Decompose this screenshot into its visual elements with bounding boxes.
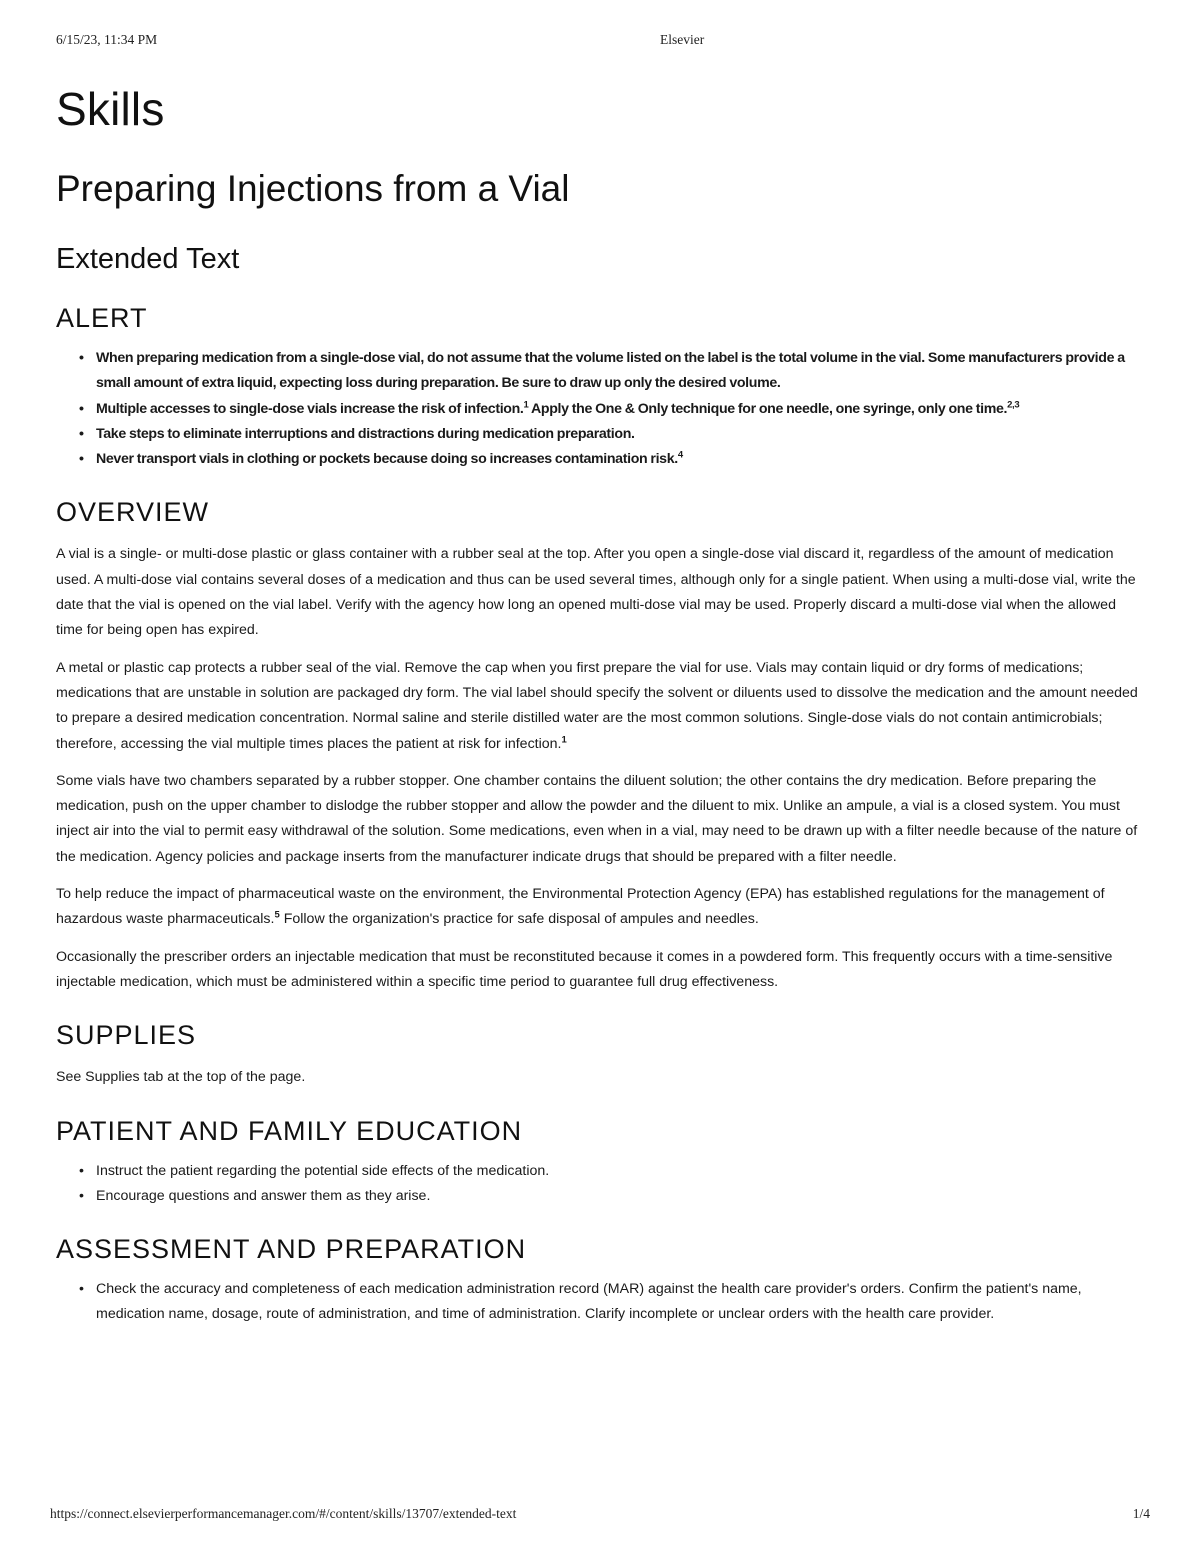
page-heading: Skills [56, 83, 165, 135]
alert-section [56, 300, 1146, 472]
supplies-heading: SUPPLIES [56, 1020, 197, 1051]
alert-item [56, 422, 1146, 447]
assessment-item: • Check the accuracy and completeness of each medication administration record (MAR) against the health care provider's orders. Confirm the patient's name, medication name, dosage, route of administration, and time of administration. Clarify incomplete or unclear orders with the health care provider. [56, 1277, 1146, 1328]
overview-heading: OVERVIEW [56, 497, 210, 528]
citation-superscript: 2,3 [1007, 398, 1020, 410]
education-item: • Instruct the patient regarding the potential side effects of the medication. [56, 1159, 1146, 1184]
paragraph-text: Follow the organization's practice for safe disposal of ampules and needles. [279, 911, 759, 928]
alert-item [56, 346, 1146, 397]
alert-item-text: Apply the One & Only technique for one needle, one syringe, only one time. [528, 400, 1008, 417]
overview-paragraph [56, 656, 1146, 757]
overview-paragraph [56, 769, 1146, 870]
print-footer [50, 1506, 1150, 1524]
overview-paragraph [56, 882, 1146, 933]
alert-item-text: Multiple accesses to single-dose vials increase the risk of infection. [96, 400, 524, 417]
document-content [56, 80, 1146, 1328]
alert-list [56, 346, 1146, 472]
page-title: Preparing Injections from a Vial [56, 168, 570, 209]
education-heading: PATIENT AND FAMILY EDUCATION [56, 1115, 523, 1146]
page-number: 1/4 [1132, 1506, 1150, 1521]
alert-item [56, 447, 1146, 472]
supplies-text: See Supplies tab at the top of the page. [56, 1069, 306, 1086]
education-section [56, 1113, 1146, 1210]
alert-item-text: Never transport vials in clothing or pockets because doing so increases contamination risk. [96, 451, 678, 468]
page-subtitle: Extended Text [56, 243, 240, 275]
paragraph-text: Some vials have two chambers separated by a rubber stopper. One chamber contains the diluent solution; the other contains the dry medication. Before preparing the medication, push on the upper chamber to dislodge the rubber stopper and allow the powder and the diluent to mix. Unlike an ampule, a vial is a closed system. You must inject air into the vial to permit easy withdrawal of the solution. Some medications, even when in a vial, may need to be drawn up with a filter needle because of the nature of the medication. Agency policies and package inserts from the manufacturer indicate drugs that should be prepared with a filter needle. [56, 772, 1138, 865]
citation-superscript: 1 [561, 733, 567, 745]
paragraph-text: To help reduce the impact of pharmaceutical waste on the environment, the Environmental Protection Agency (EPA) has established regulations for the management of hazardous waste pharmaceuticals. [56, 886, 1105, 928]
alert-heading: ALERT [56, 303, 148, 333]
supplies-section [56, 1017, 1146, 1090]
print-header [56, 32, 1144, 50]
assessment-section [56, 1231, 1146, 1328]
print-site-name: Elsevier [660, 32, 705, 47]
paragraph-text: A vial is a single- or multi-dose plastic or glass container with a rubber seal at the top. After you open a single-dose vial discard it, regardless of the amount of medication used. A multi-dose vial contains several doses of a medication and thus can be used several times, although only for a single patient. When using a multi-dose vial, write the date that the vial is opened on the vial label. Verify with the agency how long an opened multi-dose vial may be used. Properly discard a multi-dose vial when the allowed time for being open has expired. [56, 546, 1136, 639]
print-date: 6/15/23, 11:34 PM [56, 32, 158, 47]
assessment-list [56, 1277, 1146, 1328]
alert-item-text: Take steps to eliminate interruptions and distractions during medication preparation. [96, 425, 635, 442]
citation-superscript: 5 [274, 909, 280, 921]
education-list [56, 1159, 1146, 1210]
overview-section [56, 494, 1146, 995]
alert-item-text: When preparing medication from a single-dose vial, do not assume that the volume listed on the label is the total volume in the vial. Some manufacturers provide a small amount of extra liquid, expecting loss during preparation. Be sure to draw up only the desired volume. [96, 350, 1125, 392]
citation-superscript: 4 [677, 449, 683, 461]
overview-paragraph [56, 945, 1146, 996]
print-url: https://connect.elsevierperformancemanager.com/#/content/skills/13707/extended-text [50, 1506, 517, 1521]
education-item: • Encourage questions and answer them as they arise. [56, 1184, 1146, 1209]
citation-superscript: 1 [523, 398, 529, 410]
paragraph-text: Occasionally the prescriber orders an injectable medication that must be reconstituted because it comes in a powdered form. This frequently occurs with a time-sensitive injectable medication, which must be administered within a specific time period to guarantee full drug effectiveness. [56, 948, 1113, 990]
alert-item [56, 397, 1146, 422]
overview-paragraph [56, 542, 1146, 643]
paragraph-text: A metal or plastic cap protects a rubber seal of the vial. Remove the cap when you first prepare the vial for use. Vials may contain liquid or dry forms of medications; medications that are unstable in solution are packaged dry form. The vial label should specify the solvent or diluents used to dissolve the medication and the amount needed to prepare a desired medication concentration. Normal saline and sterile distilled water are the most common solutions. Single-dose vials do not contain antimicrobials; therefore, accessing the vial multiple times places the patient at risk for infection. [56, 659, 1138, 752]
assessment-heading: ASSESSMENT AND PREPARATION [56, 1234, 527, 1265]
